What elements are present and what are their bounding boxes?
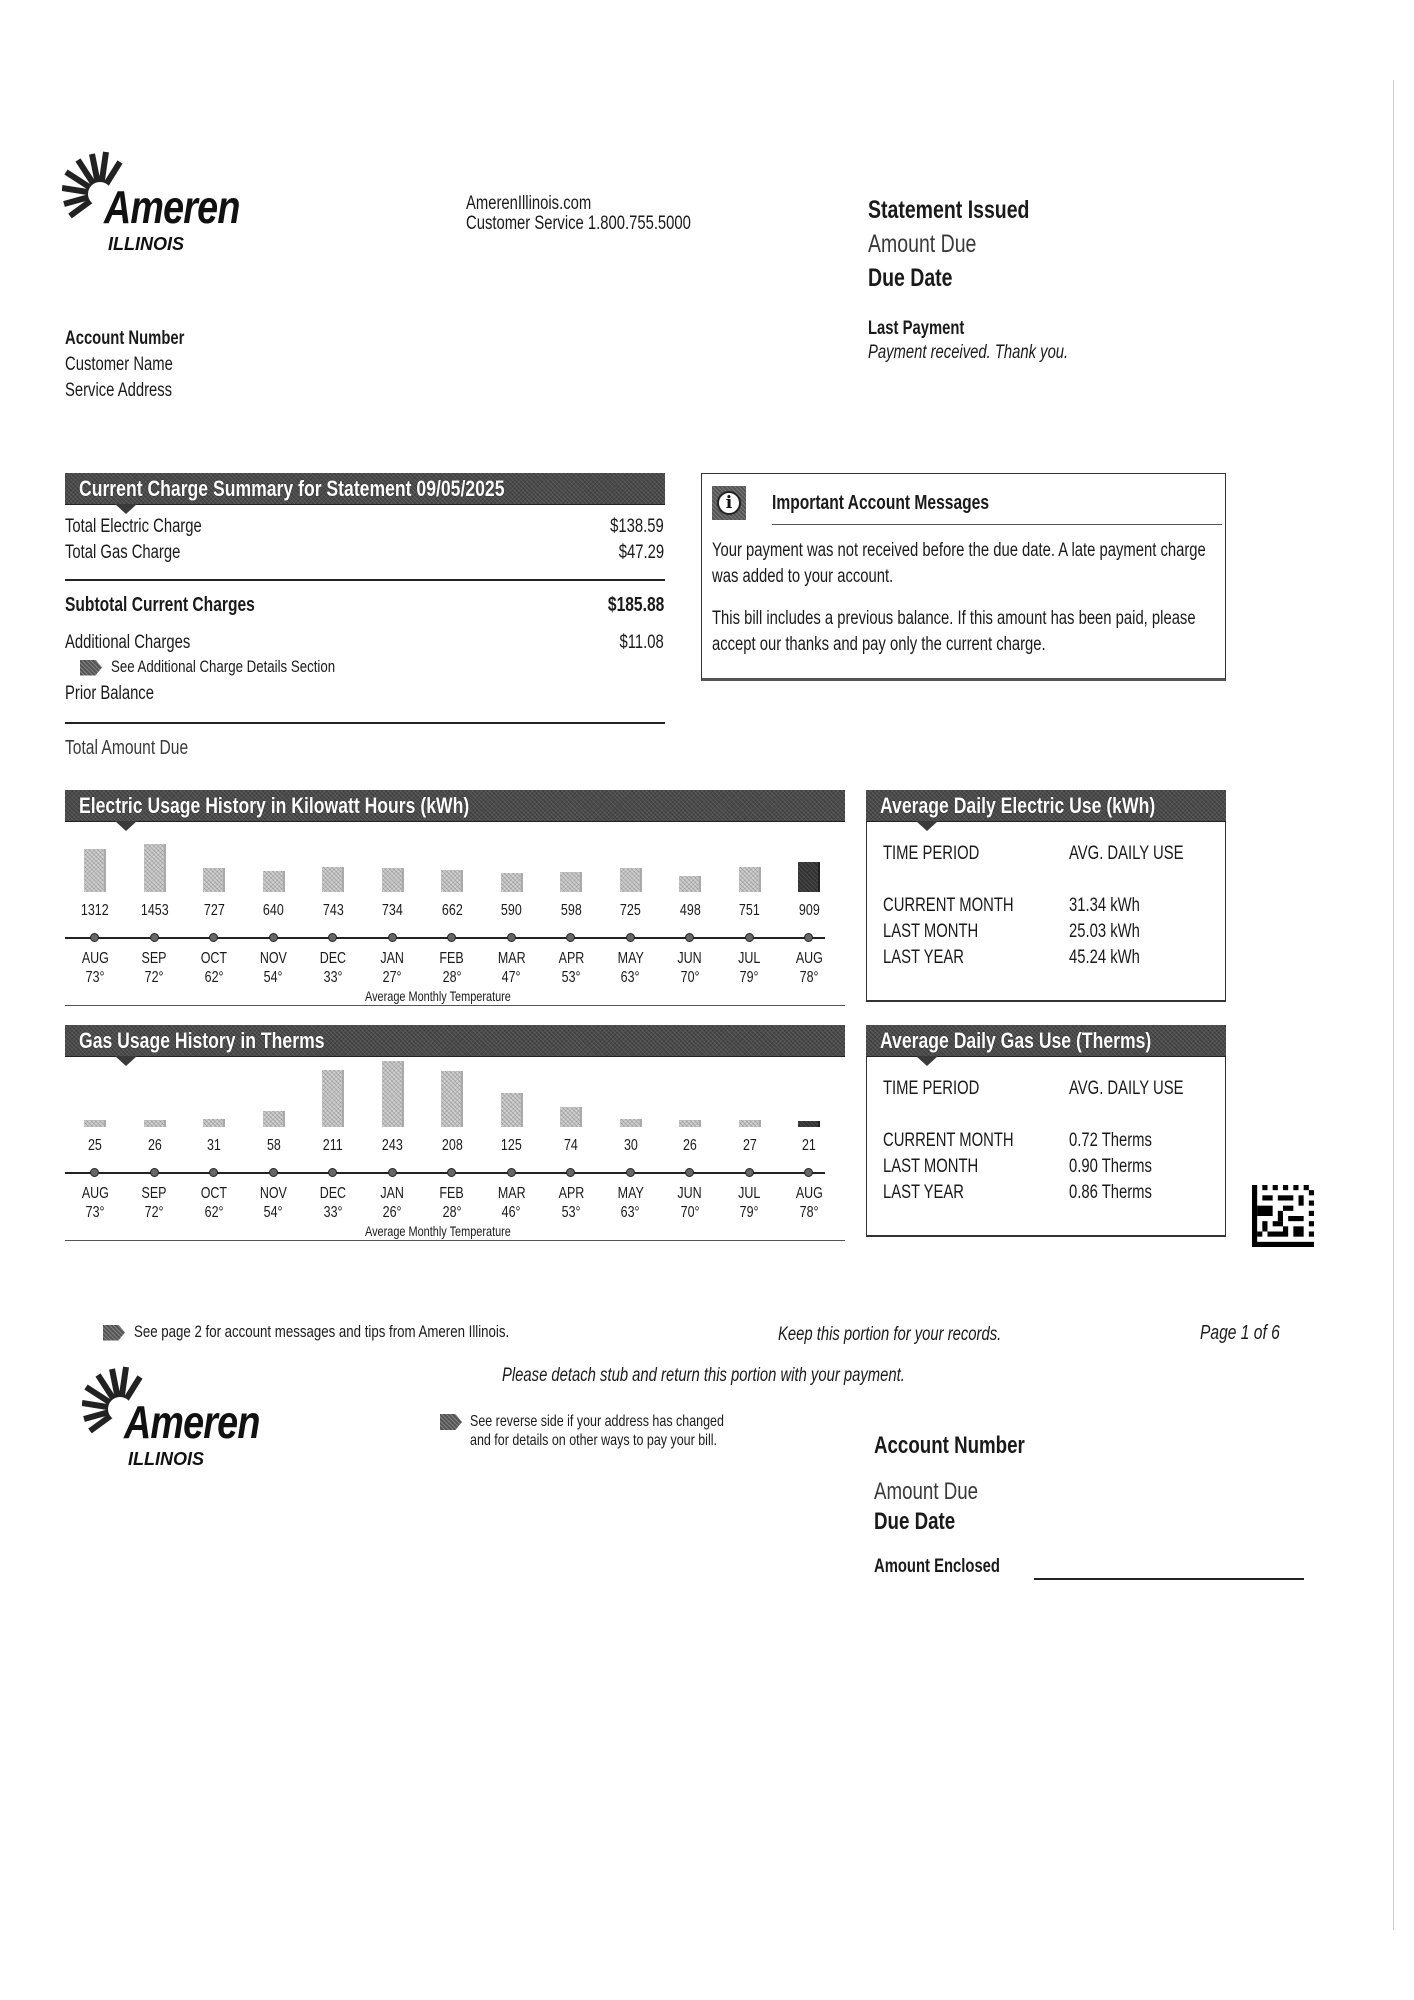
- period-label: LAST YEAR: [883, 1182, 965, 1203]
- usage-bar: [501, 1093, 523, 1127]
- amount-due-label: Amount Due: [868, 230, 977, 258]
- usage-bar: [382, 1061, 404, 1127]
- scan-edge: [1393, 80, 1394, 1930]
- usage-bar: [441, 1071, 463, 1127]
- gas-usage-header: [65, 1025, 845, 1057]
- gas-usage-chart: [65, 1057, 845, 1237]
- bar-value-label: 1453: [140, 902, 169, 919]
- usage-bar: [560, 872, 582, 892]
- usage-bar: [620, 868, 642, 892]
- bar-value-label: 30: [623, 1137, 638, 1154]
- usage-bar: [739, 1120, 761, 1127]
- temperature-label: 73°: [85, 969, 105, 986]
- month-label: SEP: [142, 950, 167, 967]
- bar-value-label: 751: [739, 902, 760, 919]
- statement-issued-label: Statement Issued: [868, 196, 1030, 224]
- usage-bar: [144, 844, 166, 892]
- usage-bar: [263, 871, 285, 892]
- arrow-right-icon: [80, 660, 102, 676]
- month-label: APR: [558, 1185, 584, 1202]
- period-value: 31.34 kWh: [1069, 895, 1140, 916]
- ameren-logo-stub: [82, 1365, 302, 1475]
- temperature-label: 63°: [621, 1204, 640, 1221]
- header-notch: [115, 504, 137, 514]
- bar-value-label: 243: [382, 1137, 403, 1154]
- last-payment-note: Payment received. Thank you.: [868, 342, 1069, 363]
- page-indicator: Page 1 of 6: [1200, 1322, 1280, 1344]
- temperature-label: 53°: [561, 969, 581, 986]
- temperature-label: 63°: [621, 969, 640, 986]
- bar-value-label: 640: [263, 902, 284, 919]
- avg-gas-title: Average Daily Gas Use (Therms): [880, 1028, 1152, 1053]
- axis-marker: [388, 1168, 397, 1177]
- axis-marker: [685, 933, 694, 942]
- month-label: SEP: [142, 1185, 167, 1202]
- bar-value-label: 590: [501, 902, 522, 919]
- month-label: DEC: [319, 1185, 347, 1202]
- see-page2-note: See page 2 for account messages and tips from Ameren Illinois.: [103, 1322, 615, 1342]
- period-label: CURRENT MONTH: [883, 1130, 1014, 1151]
- usage-bar: [560, 1107, 582, 1127]
- chart-bottom-rule: [65, 1240, 845, 1241]
- usage-bar: [263, 1111, 285, 1127]
- temperature-label: 28°: [442, 969, 462, 986]
- info-icon: i: [712, 486, 746, 520]
- usage-bar: [620, 1119, 642, 1127]
- col-header-period: TIME PERIOD: [883, 1078, 980, 1099]
- axis-marker: [209, 1168, 218, 1177]
- bar-value-label: 125: [501, 1137, 522, 1154]
- period-value: 25.03 kWh: [1069, 921, 1140, 942]
- axis-marker: [804, 1168, 813, 1177]
- avg-daily-gas-box: [866, 1025, 1226, 1237]
- axis-marker: [566, 1168, 575, 1177]
- month-label: AUG: [795, 950, 823, 967]
- axis-marker: [745, 933, 754, 942]
- col-header-use: AVG. DAILY USE: [1069, 1078, 1184, 1099]
- period-value: 0.72 Therms: [1069, 1130, 1152, 1151]
- temperature-label: 27°: [383, 969, 402, 986]
- charge-summary-title: Current Charge Summary for Statement 09/05/2025: [79, 476, 505, 501]
- usage-bar: [441, 870, 463, 892]
- period-label: CURRENT MONTH: [883, 895, 1014, 916]
- amount-enclosed-label: Amount Enclosed: [874, 1556, 1000, 1577]
- divider: [772, 524, 1222, 525]
- temperature-label: 72°: [145, 1204, 164, 1221]
- subtotal-label: Subtotal Current Charges: [65, 594, 255, 616]
- axis-marker: [388, 933, 397, 942]
- period-value: 0.86 Therms: [1069, 1182, 1152, 1203]
- month-label: AUG: [81, 1185, 109, 1202]
- month-label: AUG: [795, 1185, 823, 1202]
- month-label: MAR: [497, 1185, 526, 1202]
- bar-value-label: 74: [564, 1137, 578, 1154]
- ameren-logo: [62, 150, 282, 260]
- detach-note: Please detach stub and return this portion with your payment.: [502, 1365, 905, 1386]
- bar-value-label: 662: [441, 902, 463, 919]
- bar-value-label: 208: [441, 1137, 463, 1154]
- period-value: 45.24 kWh: [1069, 947, 1140, 968]
- axis-marker: [209, 933, 218, 942]
- axis-marker: [328, 933, 337, 942]
- axis-marker: [269, 933, 278, 942]
- month-label: DEC: [319, 950, 347, 967]
- temperature-label: 47°: [502, 969, 521, 986]
- period-label: LAST MONTH: [883, 921, 979, 942]
- reverse-side-note: See reverse side if your address has changed and for details on other ways to pay your bill.: [440, 1412, 796, 1450]
- month-label: FEB: [439, 950, 465, 967]
- account-messages-box: [701, 473, 1226, 681]
- prior-balance-label: Prior Balance: [65, 683, 154, 704]
- electric-usage-chart: [65, 822, 845, 1002]
- temperature-label: 62°: [204, 969, 224, 986]
- temperature-label: 70°: [680, 1204, 700, 1221]
- usage-bar: [501, 873, 523, 892]
- month-label: MAY: [617, 950, 644, 967]
- avg-electric-title: Average Daily Electric Use (kWh): [880, 793, 1156, 818]
- usage-bar: [798, 1121, 820, 1127]
- temperature-label: 72°: [145, 969, 164, 986]
- avg-temperature-caption: Average Monthly Temperature: [365, 988, 511, 1004]
- axis-marker: [447, 933, 456, 942]
- bar-value-label: 909: [798, 902, 820, 919]
- usage-bar: [322, 1070, 344, 1127]
- bar-value-label: 743: [322, 902, 344, 919]
- usage-bar: [203, 1119, 225, 1127]
- datamatrix-code: [1252, 1185, 1314, 1247]
- month-label: FEB: [439, 1185, 465, 1202]
- summary-row-value: $138.59: [610, 516, 664, 537]
- logo-subtitle: ILLINOIS: [108, 234, 184, 254]
- charge-summary-header: [65, 473, 665, 505]
- month-label: OCT: [200, 950, 228, 967]
- axis-marker: [507, 933, 516, 942]
- axis-marker: [150, 933, 159, 942]
- axis-marker: [804, 933, 813, 942]
- header-notch: [916, 821, 938, 831]
- temperature-label: 33°: [323, 969, 343, 986]
- bar-value-label: 27: [742, 1137, 757, 1154]
- message-paragraph: This bill includes a previous balance. If this amount has been paid, please accept our thanks and pay only the current charge.: [712, 608, 1196, 655]
- bar-value-label: 25: [88, 1137, 102, 1154]
- usage-bar: [679, 1120, 701, 1127]
- stub-account-number-label: Account Number: [874, 1432, 1025, 1459]
- chart-axis: [65, 1172, 825, 1174]
- bar-value-label: 598: [560, 902, 582, 919]
- bar-value-label: 26: [683, 1137, 697, 1154]
- total-amount-due-label: Total Amount Due: [65, 737, 189, 759]
- summary-row-label: Total Gas Charge: [65, 542, 181, 563]
- summary-row-label: Total Electric Charge: [65, 516, 202, 537]
- axis-marker: [566, 933, 575, 942]
- summary-row-value: $47.29: [618, 542, 664, 563]
- usage-bar: [203, 868, 225, 892]
- account-block: [65, 326, 218, 404]
- statement-info: [868, 196, 1125, 366]
- additional-charges-value: $11.08: [619, 632, 664, 653]
- logo-wordmark: Ameren: [104, 181, 240, 233]
- axis-marker: [328, 1168, 337, 1177]
- month-label: JUN: [677, 950, 703, 967]
- bar-value-label: 498: [679, 902, 701, 919]
- usage-bar: [739, 867, 761, 892]
- bar-value-label: 211: [323, 1137, 343, 1154]
- month-label: JAN: [380, 1185, 405, 1202]
- bar-value-label: 734: [382, 902, 403, 919]
- header-notch: [916, 1056, 938, 1066]
- axis-marker: [626, 933, 635, 942]
- arrow-right-icon: [440, 1414, 462, 1430]
- temperature-label: 54°: [264, 969, 283, 986]
- avg-gas-header: [866, 1025, 1226, 1057]
- temperature-label: 46°: [502, 1204, 521, 1221]
- service-address-label: Service Address: [65, 380, 173, 401]
- electric-usage-header: [65, 790, 845, 822]
- due-date-label: Due Date: [868, 264, 953, 292]
- month-label: JUN: [677, 1185, 703, 1202]
- month-label: MAY: [617, 1185, 644, 1202]
- axis-marker: [90, 1168, 99, 1177]
- axis-marker: [447, 1168, 456, 1177]
- usage-bar: [679, 876, 701, 892]
- bar-value-label: 21: [802, 1137, 816, 1154]
- axis-marker: [150, 1168, 159, 1177]
- temperature-label: 62°: [204, 1204, 224, 1221]
- additional-details-link[interactable]: See Additional Charge Details Section: [80, 657, 398, 677]
- avg-electric-header: [866, 790, 1226, 822]
- message-paragraph: Your payment was not received before the due date. A late payment charge was added to your account.: [712, 540, 1206, 587]
- bar-value-label: 58: [266, 1137, 281, 1154]
- temperature-label: 54°: [264, 1204, 283, 1221]
- temperature-label: 79°: [740, 1204, 759, 1221]
- month-label: APR: [558, 950, 584, 967]
- temperature-label: 53°: [561, 1204, 581, 1221]
- temperature-label: 33°: [323, 1204, 343, 1221]
- bar-value-label: 725: [620, 902, 641, 919]
- usage-bar: [322, 867, 344, 892]
- electric-usage-title: Electric Usage History in Kilowatt Hours (kWh): [79, 793, 470, 818]
- col-header-use: AVG. DAILY USE: [1069, 843, 1184, 864]
- axis-marker: [626, 1168, 635, 1177]
- chart-bottom-rule: [65, 1005, 845, 1006]
- bar-value-label: 31: [207, 1137, 221, 1154]
- temperature-label: 73°: [85, 1204, 105, 1221]
- month-label: OCT: [200, 1185, 228, 1202]
- logo-wordmark: Ameren: [124, 1396, 260, 1448]
- axis-marker: [745, 1168, 754, 1177]
- month-label: JUL: [738, 1185, 761, 1202]
- col-header-period: TIME PERIOD: [883, 843, 980, 864]
- additional-charges-label: Additional Charges: [65, 632, 191, 653]
- last-payment-label: Last Payment: [868, 318, 965, 339]
- usage-bar: [144, 1120, 166, 1127]
- axis-marker: [507, 1168, 516, 1177]
- usage-bar: [382, 868, 404, 892]
- usage-bar: [84, 1120, 106, 1127]
- month-label: NOV: [259, 950, 288, 967]
- usage-bar: [84, 849, 106, 892]
- month-label: MAR: [497, 950, 526, 967]
- temperature-label: 70°: [680, 969, 700, 986]
- keep-portion-note: Keep this portion for your records.: [778, 1324, 1002, 1345]
- contact-block: [466, 194, 754, 234]
- amount-enclosed-input[interactable]: [1034, 1578, 1304, 1580]
- period-label: LAST YEAR: [883, 947, 965, 968]
- subtotal-value: $185.88: [607, 594, 664, 616]
- axis-marker: [90, 933, 99, 942]
- month-label: JUL: [738, 950, 761, 967]
- temperature-label: 79°: [740, 969, 759, 986]
- axis-marker: [685, 1168, 694, 1177]
- axis-marker: [269, 1168, 278, 1177]
- account-number-label: Account Number: [65, 328, 185, 349]
- customer-service-phone: Customer Service 1.800.755.5000: [466, 213, 691, 234]
- logo-subtitle: ILLINOIS: [128, 1449, 204, 1469]
- period-label: LAST MONTH: [883, 1156, 979, 1177]
- website-link[interactable]: AmerenIllinois.com: [466, 193, 592, 214]
- arrow-right-icon: [103, 1325, 125, 1341]
- messages-title: Important Account Messages: [772, 492, 989, 514]
- usage-bar: [798, 862, 820, 892]
- temperature-label: 78°: [799, 969, 819, 986]
- temperature-label: 78°: [799, 1204, 819, 1221]
- divider: [65, 579, 665, 581]
- temperature-label: 26°: [383, 1204, 402, 1221]
- stub-amount-due-label: Amount Due: [874, 1478, 979, 1505]
- avg-daily-electric-box: [866, 790, 1226, 1002]
- gas-usage-title: Gas Usage History in Therms: [79, 1028, 325, 1053]
- month-label: JAN: [380, 950, 405, 967]
- month-label: AUG: [81, 950, 109, 967]
- bar-value-label: 1312: [81, 902, 109, 919]
- temperature-label: 28°: [442, 1204, 462, 1221]
- divider: [65, 722, 665, 724]
- bar-value-label: 26: [147, 1137, 162, 1154]
- chart-axis: [65, 937, 825, 939]
- stub-due-date-label: Due Date: [874, 1508, 956, 1535]
- period-value: 0.90 Therms: [1069, 1156, 1152, 1177]
- customer-name-label: Customer Name: [65, 354, 173, 375]
- avg-temperature-caption: Average Monthly Temperature: [365, 1223, 511, 1239]
- bar-value-label: 727: [203, 902, 225, 919]
- month-label: NOV: [259, 1185, 288, 1202]
